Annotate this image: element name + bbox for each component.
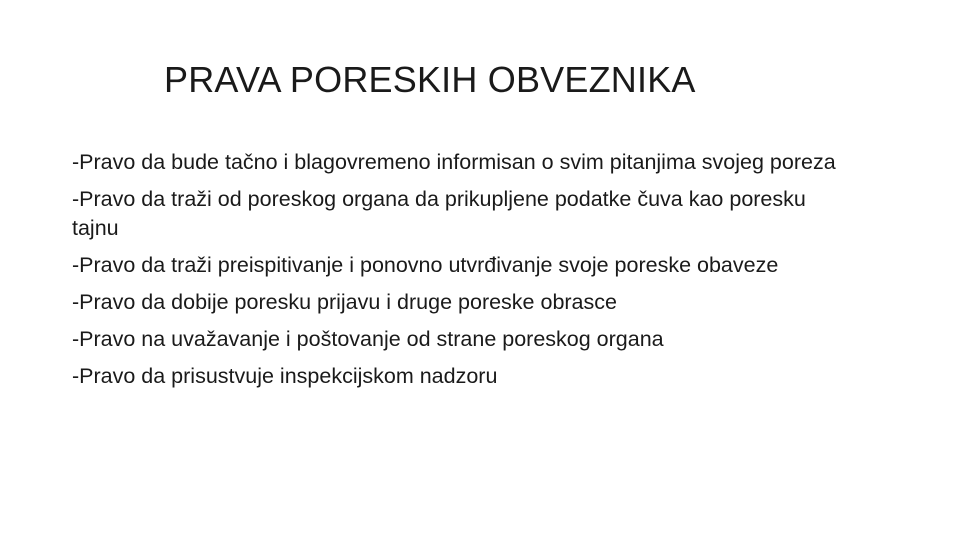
- list-item: -Pravo da traži preispitivanje i ponovno utvrđivanje svoje poreske obaveze: [72, 253, 779, 277]
- list-item: -Pravo da prisustvuje inspekcijskom nadzoru: [72, 364, 498, 388]
- list-item: -Pravo da traži od poreskog organa da prikupljene podatke čuva kao poresku tajnu: [72, 187, 806, 240]
- list-item: -Pravo na uvažavanje i poštovanje od strane poreskog organa: [72, 327, 664, 351]
- rights-list: [72, 148, 852, 399]
- list-item: -Pravo da dobije poresku prijavu i druge poreske obrasce: [72, 290, 617, 314]
- list-item: -Pravo da bude tačno i blagovremeno informisan o svim pitanjima svojeg poreza: [72, 150, 836, 174]
- slide-title: PRAVA PORESKIH OBVEZNIKA: [164, 59, 696, 100]
